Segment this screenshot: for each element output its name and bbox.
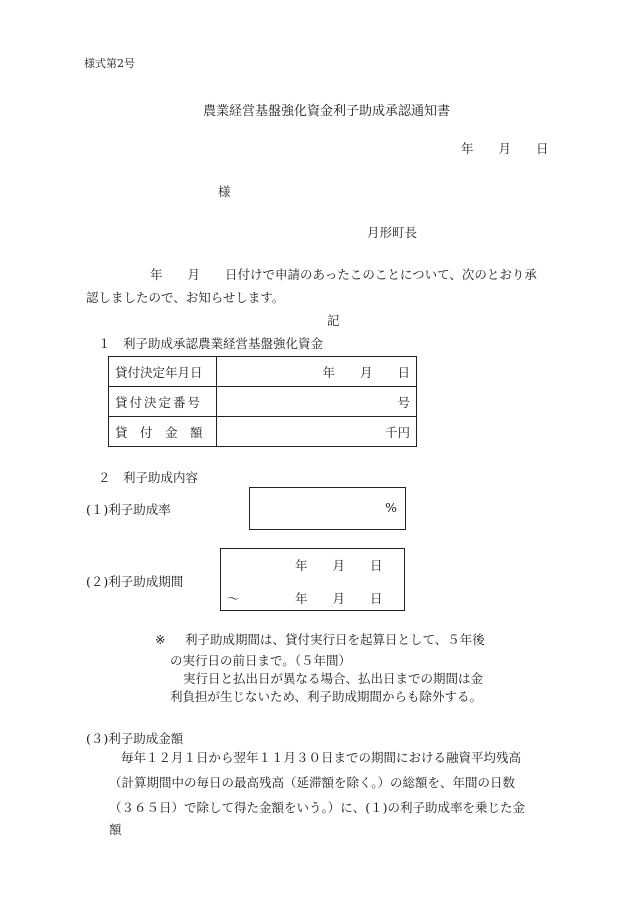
rate-box [249, 487, 406, 530]
loan-amount-value: 千円 [217, 417, 417, 447]
period-box [220, 548, 405, 611]
addressee-suffix: 様 [218, 184, 231, 199]
note-line-2: の実行日の前日まで。（５年間） [170, 653, 352, 668]
rate-unit: % [385, 500, 397, 515]
note-line-1: 利子助成期間は、貸付実行日を起算日として、５年後 [185, 632, 485, 647]
loan-number-value: 号 [217, 387, 417, 417]
section1-heading: １ 利子助成承認農業経営基盤強化資金 [98, 336, 324, 351]
issue-date: 年 月 日 [461, 141, 549, 156]
form-number: 様式第2号 [84, 57, 135, 70]
table-row [109, 417, 417, 447]
amount-line-1: 毎年１２月１日から翌年１１月３０日までの期間における融資平均残高 [121, 750, 522, 765]
loan-date-value: 年 月 日 [217, 357, 417, 387]
amount-line-2: （計算期間中の毎日の最高残高（延滞額を除く。）の総額を、年間の日数 [109, 775, 516, 790]
period-end: 年 月 日 [295, 591, 383, 606]
ki-heading: 記 [327, 313, 340, 328]
loan-number-label: 貸付決定番号 [109, 387, 217, 417]
loan-amount-label: 貸 付 金 額 [109, 417, 217, 447]
table-row [109, 387, 417, 417]
loan-table [108, 356, 417, 447]
period-start: 年 月 日 [295, 558, 383, 573]
period-label: (２)利子助成期間 [86, 574, 184, 589]
rate-label: (１)利子助成率 [86, 502, 171, 517]
period-tilde: ～ [227, 591, 240, 606]
document-title: 農業経営基盤強化資金利子助成承認通知書 [203, 104, 451, 119]
intro-line-1: 年 月 日付けで申請のあったこのことについて、次のとおり承 [150, 267, 537, 282]
section2-heading: ２ 利子助成内容 [98, 470, 199, 485]
intro-line-2: 認しましたので、お知らせします。 [86, 290, 285, 305]
section3-heading: (３)利子助成金額 [86, 731, 184, 746]
note-mark: ※ [155, 632, 166, 647]
note-line-3: 実行日と払出日が異なる場合、払出日までの期間は金 [183, 671, 484, 686]
note-line-4: 利負担が生じないため、利子助成期間からも除外する。 [170, 689, 483, 704]
amount-line-3: （３６５日）で除して得た金額をいう。）に、(１)の利子助成率を乗じた金 [109, 800, 526, 815]
loan-date-label: 貸付決定年月日 [109, 357, 217, 387]
issuer: 月形町長 [367, 225, 418, 240]
amount-line-4: 額 [109, 822, 122, 837]
table-row [109, 357, 417, 387]
